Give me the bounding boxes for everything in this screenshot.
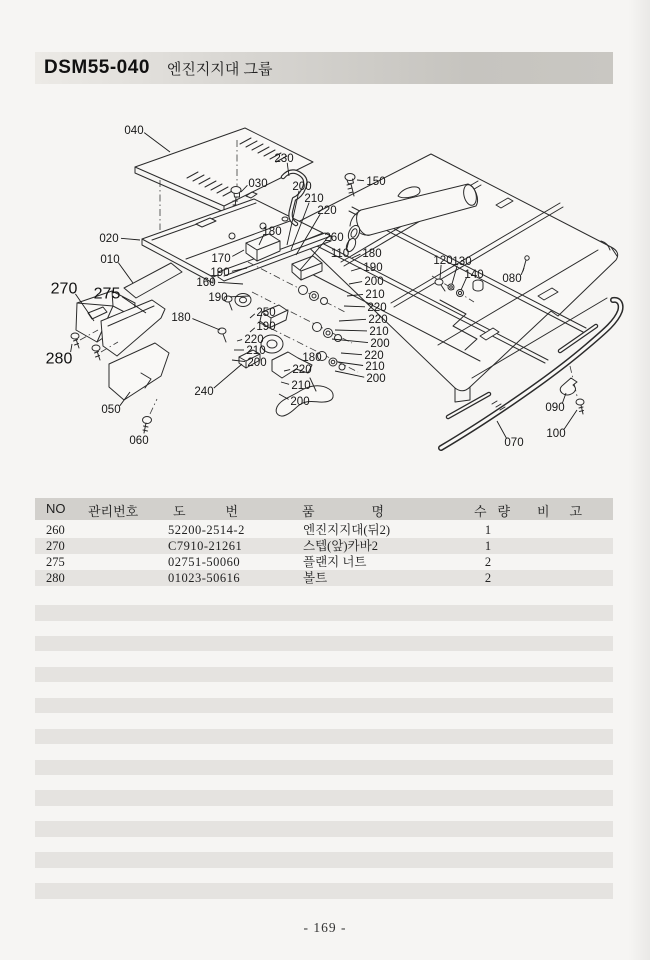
cell-code: 52200-2514-2 <box>168 523 245 537</box>
table-row <box>35 538 613 554</box>
callout-label-210: 210 <box>291 380 311 392</box>
callout-label-180: 180 <box>362 248 382 260</box>
page-title: 엔진지지대 그룹 <box>166 60 273 78</box>
callout-label-140: 140 <box>464 269 484 281</box>
page-edge-shade <box>628 0 650 960</box>
callout-label-210: 210 <box>365 289 385 301</box>
callout-label-200: 200 <box>366 373 386 385</box>
diagram-line-art <box>71 128 621 448</box>
part-060-bolt <box>143 399 158 433</box>
empty-row-stripe <box>35 760 613 776</box>
col-header-no: NO <box>46 501 66 516</box>
callout-label-040: 040 <box>124 125 144 137</box>
callout-label-220: 220 <box>364 350 384 362</box>
callout-label-230: 230 <box>274 153 294 165</box>
empty-row-stripe <box>35 821 613 837</box>
callout-label-220: 220 <box>244 334 264 346</box>
callout-leader-040 <box>144 133 170 152</box>
callout-label-120: 120 <box>433 255 453 267</box>
callout-label-020: 020 <box>99 233 119 245</box>
callout-leader-220 <box>341 353 362 355</box>
callout-leader-180 <box>192 319 220 330</box>
callout-label-200: 200 <box>370 338 390 350</box>
callout-label-190: 190 <box>363 262 383 274</box>
callout-label-110: 110 <box>330 248 350 260</box>
part-040-grille-cover <box>135 128 313 212</box>
callout-label-150: 150 <box>366 176 386 188</box>
callout-label-275: 275 <box>93 285 121 303</box>
callout-label-170: 170 <box>211 253 231 265</box>
callout-label-010: 010 <box>100 254 120 266</box>
callout-label-050: 050 <box>101 404 121 416</box>
callout-label-200: 200 <box>247 357 267 369</box>
col-header-name: 품명 <box>302 504 442 519</box>
col-header-code: 도번 <box>173 504 279 519</box>
callout-leader-150 <box>357 180 364 181</box>
cell-code: C7910-21261 <box>168 539 243 553</box>
callout-label-270: 270 <box>50 280 78 298</box>
callout-label-200: 200 <box>290 396 310 408</box>
empty-row-stripe <box>35 605 613 621</box>
cell-name: 플랜지 너트 <box>303 555 367 569</box>
table-row <box>35 570 613 586</box>
callout-label-030: 030 <box>248 178 268 190</box>
callout-label-160: 160 <box>196 277 216 289</box>
empty-row-stripe <box>35 698 613 714</box>
callout-label-210: 210 <box>246 345 266 357</box>
callout-label-220: 220 <box>317 205 337 217</box>
callout-label-250: 250 <box>256 307 276 319</box>
callout-label-190: 190 <box>256 321 276 333</box>
callout-leader-200 <box>335 371 364 377</box>
empty-row-stripe <box>35 790 613 806</box>
callout-label-100: 100 <box>546 428 566 440</box>
callout-leader-220 <box>344 306 365 307</box>
callout-label-080: 080 <box>502 273 522 285</box>
cell-code: 02751-50060 <box>168 555 241 569</box>
callout-label-210: 210 <box>304 193 324 205</box>
cell-no: 260 <box>46 523 65 537</box>
callout-leader-160 <box>218 282 243 284</box>
callout-leader-070 <box>497 421 506 438</box>
empty-row-stripe <box>35 883 613 899</box>
callout-label-060: 060 <box>129 435 149 447</box>
callout-leader-220 <box>237 340 242 341</box>
callout-label-280: 280 <box>45 350 73 368</box>
empty-row-stripe <box>35 729 613 745</box>
empty-row-stripe <box>35 667 613 683</box>
callout-label-260: 260 <box>324 232 344 244</box>
empty-row-stripe <box>35 636 613 652</box>
cell-name: 스텝(앞)카바2 <box>303 539 378 553</box>
callout-label-210: 210 <box>369 326 389 338</box>
col-header-qty: 수량 <box>474 504 522 519</box>
callout-label-180: 180 <box>262 226 282 238</box>
callout-leader-010 <box>118 263 133 283</box>
cell-qty: 2 <box>484 555 492 569</box>
callout-leader-250 <box>250 314 255 318</box>
callout-leader-200 <box>279 394 289 399</box>
callout-label-220: 220 <box>292 364 312 376</box>
parts-table-header <box>35 498 613 520</box>
callout-leader-210 <box>335 330 367 331</box>
part-150-bolt <box>345 174 355 197</box>
cell-no: 280 <box>46 571 65 585</box>
callout-label-240: 240 <box>194 386 214 398</box>
cell-no: 270 <box>46 539 65 553</box>
callout-label-190: 190 <box>208 292 228 304</box>
cell-code: 01023-50616 <box>168 571 241 585</box>
cell-qty: 1 <box>484 523 492 537</box>
cell-name: 엔진지지대(뒤2) <box>303 523 391 537</box>
callout-label-210: 210 <box>365 361 385 373</box>
callout-label-200: 200 <box>292 181 312 193</box>
cell-qty: 1 <box>484 539 492 553</box>
callout-leader-020 <box>121 238 140 240</box>
callout-label-090: 090 <box>545 402 565 414</box>
cell-qty: 2 <box>484 571 492 585</box>
callout-label-200: 200 <box>364 276 384 288</box>
col-header-mgmt: 관리번호 <box>88 504 139 519</box>
callout-leader-190 <box>250 328 255 332</box>
callout-leader-100 <box>564 410 577 429</box>
callout-label-180: 180 <box>302 352 322 364</box>
callout-label-220: 220 <box>368 314 388 326</box>
callout-label-180: 180 <box>171 312 191 324</box>
page-number: - 169 - <box>303 920 347 935</box>
table-row <box>35 554 613 570</box>
model-code: DSM55-040 <box>44 57 150 78</box>
part-010-panel <box>124 263 182 298</box>
callout-label-070: 070 <box>504 437 524 449</box>
callout-leader-240 <box>214 364 242 388</box>
callout-label-130: 130 <box>452 256 472 268</box>
cell-name: 볼트 <box>303 571 328 585</box>
callout-label-190: 190 <box>210 267 230 279</box>
col-header-note: 비고 <box>537 504 603 519</box>
cell-no: 275 <box>46 555 65 569</box>
table-row <box>35 522 613 538</box>
callout-leader-220 <box>339 319 366 321</box>
callout-leader-210 <box>281 382 289 384</box>
empty-row-stripe <box>35 852 613 868</box>
callout-label-220: 220 <box>367 302 387 314</box>
